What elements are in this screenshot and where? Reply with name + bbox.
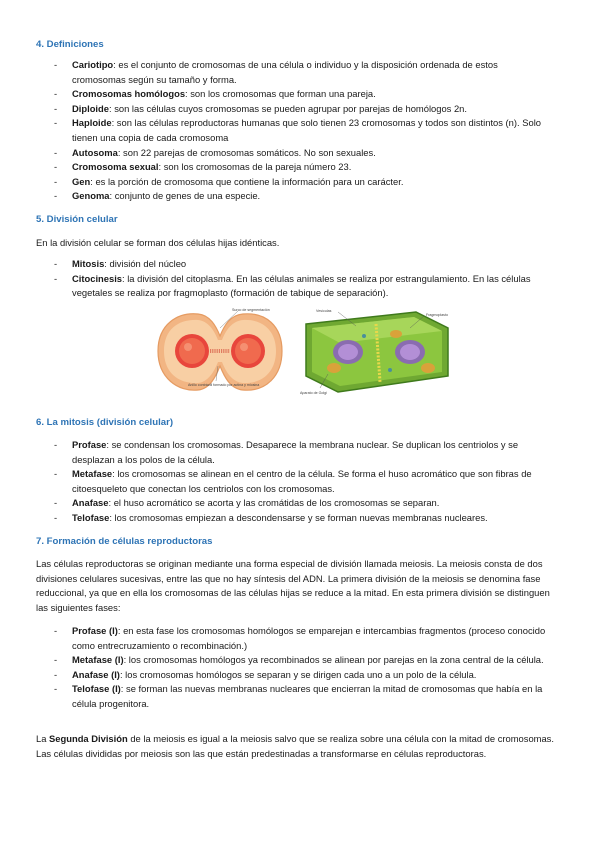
term: Mitosis (72, 258, 105, 269)
term: Telofase (72, 511, 110, 523)
closing-text: de la meiosis es igual a la meiosis salvo que se realiza sobre una célula con la mitad de cromosomas. Las células divididas por meiosis son las que están predestinadas a transformarse en células reproductoras. (36, 733, 554, 759)
definition: : son los cromosomas que forman una pareja. (185, 88, 376, 100)
term: Anafase (I) (72, 668, 120, 680)
definitions-list (0, 58, 599, 204)
list-item: - Profase: se condensan los cromosomas. Desaparece la membrana nuclear. Se duplican los centriolos y se desplazan a los polos de la célula. (54, 439, 519, 465)
section-5-intro: En la división celular se forman dos células hijas idénticas. (36, 237, 280, 248)
cytokinesis-figures (148, 306, 466, 398)
section-4-heading: 4. Definiciones (36, 39, 104, 50)
list-item: - Gen: es la porción de cromosoma que contiene la información para un carácter. (54, 175, 404, 187)
list-item: - Metafase: los cromosomas se alinean en el centro de la célula. Se forma el huso acromático que son fibras de citoesqueleto que conectan los centriolos con los cromosomas. (54, 468, 532, 494)
term: Citocinesis (72, 272, 123, 284)
term: Telofase (I) (72, 683, 121, 695)
definition: : son las células cuyos cromosomas se pueden agrupar por parejas de homólogos 2n. (108, 102, 468, 114)
term: Profase (I) (72, 625, 118, 636)
term: Autosoma (72, 146, 118, 158)
definition: : los cromosomas homólogos ya recombinados se alinean por parejas en la zona central de la célula. (123, 654, 544, 666)
figure-label: Anillo contráctil formado por actina y miosina (188, 383, 260, 387)
list-item: - Cromosoma sexual: son los cromosomas de la pareja número 23. (54, 161, 352, 173)
closing-prefix: La (36, 733, 50, 744)
list-item: - Haploide: son las células reproductoras humanas que solo tienen 23 cromosomas y todos son distintos (n). Solo tienen una copia de cada cromosoma (54, 117, 541, 143)
section-6-heading: 6. La mitosis (división celular) (36, 417, 174, 428)
definition: : los cromosomas se alinean en el centro de la célula. Se forma el huso acromático que son fibras de citoesqueleto que conectan los centriolos con los cromosomas. (72, 468, 532, 494)
term: Cromosoma sexual (72, 161, 159, 173)
term: Gen (72, 175, 91, 187)
list-item: - Telofase: los cromosomas empiezan a descondensarse y se forman nuevas membranas nucleares. (54, 511, 488, 523)
term: Metafase (I) (72, 654, 124, 666)
plant-cell-illustration (298, 306, 466, 398)
list-item: - Citocinesis: la división del citoplasma. En las células animales se realiza por estrangulamiento. En las células vegetales se realiza por fragmoplasto (formación de tabique de separación). (54, 272, 531, 299)
list-item: - Profase (I): en esta fase los cromosomas homólogos se emparejan e intercambias fragmentos (proceso conocido como entrecruzamiento o recombinación.) (54, 625, 546, 651)
definition: : la división del citoplasma. En las células animales se realiza por estrangulamiento. En las células vegetales se realiza por fragmoplasto (formación de tabique de separación). (72, 272, 531, 299)
list-item: - Mitosis: división del núcleo (54, 258, 187, 269)
definition: : los cromosomas empiezan a descondensarse y se forman nuevas membranas nucleares. (109, 511, 488, 523)
term: Profase (72, 439, 107, 450)
definition: : los cromosomas homólogos se separan y se dirigen cada uno a un polo de la célula. (119, 668, 477, 680)
list-item: - Autosoma: son 22 parejas de cromosomas somáticos. No son sexuales. (54, 146, 376, 158)
division-list (0, 257, 599, 301)
term: Genoma (72, 190, 110, 202)
definition: : es la porción de cromosoma que contiene la información para un carácter. (90, 175, 404, 187)
term: Metafase (72, 468, 113, 480)
term: Anafase (72, 497, 109, 509)
term: Diploide (72, 102, 109, 114)
section-5-heading: 5. División celular (36, 214, 118, 225)
definition: : es el conjunto de cromosomas de una célula o individuo y la disposición ordenada de estos cromosomas según su tamaño y forma. (72, 59, 498, 85)
closing-term: Segunda División (49, 733, 128, 744)
term: Haploide (72, 117, 112, 129)
section-7-intro: Las células reproductoras se originan mediante una forma especial de división llamada meiosis. La meiosis consta de dos divisiones celulares sucesivas, entre las que no hay síntesis del ADN. La primera división de la meiosis se denomina fase reduccional, ya que en ella los cromosomas de las células hijas se reduce a la mitad. En esta primera división se distinguen las siguientes fases: (36, 558, 550, 613)
list-item: - Cariotipo: es el conjunto de cromosomas de una célula o individuo y la disposición ordenada de estos cromosomas según su tamaño y forma. (54, 59, 498, 85)
list-item: - Diploide: son las células cuyos cromosomas se pueden agrupar por parejas de homólogos 2n. (54, 102, 468, 114)
list-item: - Anafase (I): los cromosomas homólogos se separan y se dirigen cada uno a un polo de la célula. (54, 668, 477, 680)
definition: : división del núcleo (104, 258, 187, 269)
figure-label: Vesículas (316, 309, 332, 313)
list-item: - Metafase (I): los cromosomas homólogos ya recombinados se alinean por parejas en la zona central de la célula. (54, 654, 544, 666)
definition: : en esta fase los cromosomas homólogos se emparejan e intercambias fragmentos (proceso conocido como entrecruzamiento o recombinación.) (72, 625, 546, 651)
definition: : se forman las nuevas membranas nucleares que encierran la mitad de cromosomas que había en la célula progenitora. (72, 683, 543, 709)
definition: : conjunto de genes de una especie. (109, 190, 261, 202)
figure-label: Surco de segmentación (232, 308, 270, 312)
definition: : son 22 parejas de cromosomas somáticos. No son sexuales. (117, 146, 376, 158)
figure-label: Aparato de Golgi (300, 391, 327, 395)
figure-label: Fragmoplasto (426, 313, 448, 317)
term: Cariotipo (72, 59, 114, 70)
definition: : son los cromosomas de la pareja número 23. (158, 161, 352, 173)
section-7-heading: 7. Formación de células reproductoras (36, 536, 213, 547)
section-7-closing (36, 732, 559, 761)
list-item: - Telofase (I): se forman las nuevas membranas nucleares que encierran la mitad de cromosomas que había en la célula progenitora. (54, 683, 543, 709)
list-item: - Genoma: conjunto de genes de una especie. (54, 190, 261, 202)
definition: : se condensan los cromosomas. Desaparece la membrana nuclear. Se duplican los centriolos y se desplazan a los polos de la célula. (72, 439, 519, 465)
definition: : el huso acromático se acorta y las cromátidas de los cromosomas se separan. (108, 497, 440, 509)
animal-cell-illustration (148, 306, 290, 396)
list-item: - Cromosomas homólogos: son los cromosomas que forman una pareja. (54, 88, 376, 100)
list-item: - Anafase: el huso acromático se acorta y las cromátidas de los cromosomas se separan. (54, 497, 440, 509)
term: Cromosomas homólogos (72, 88, 186, 100)
definition: : son las células reproductoras humanas que solo tienen 23 cromosomas y todos son distintos (n). Solo tienen una copia de cada cromosoma (72, 117, 541, 143)
mitosis-phases-list (0, 438, 599, 526)
meiosis-phases-list (0, 624, 599, 712)
